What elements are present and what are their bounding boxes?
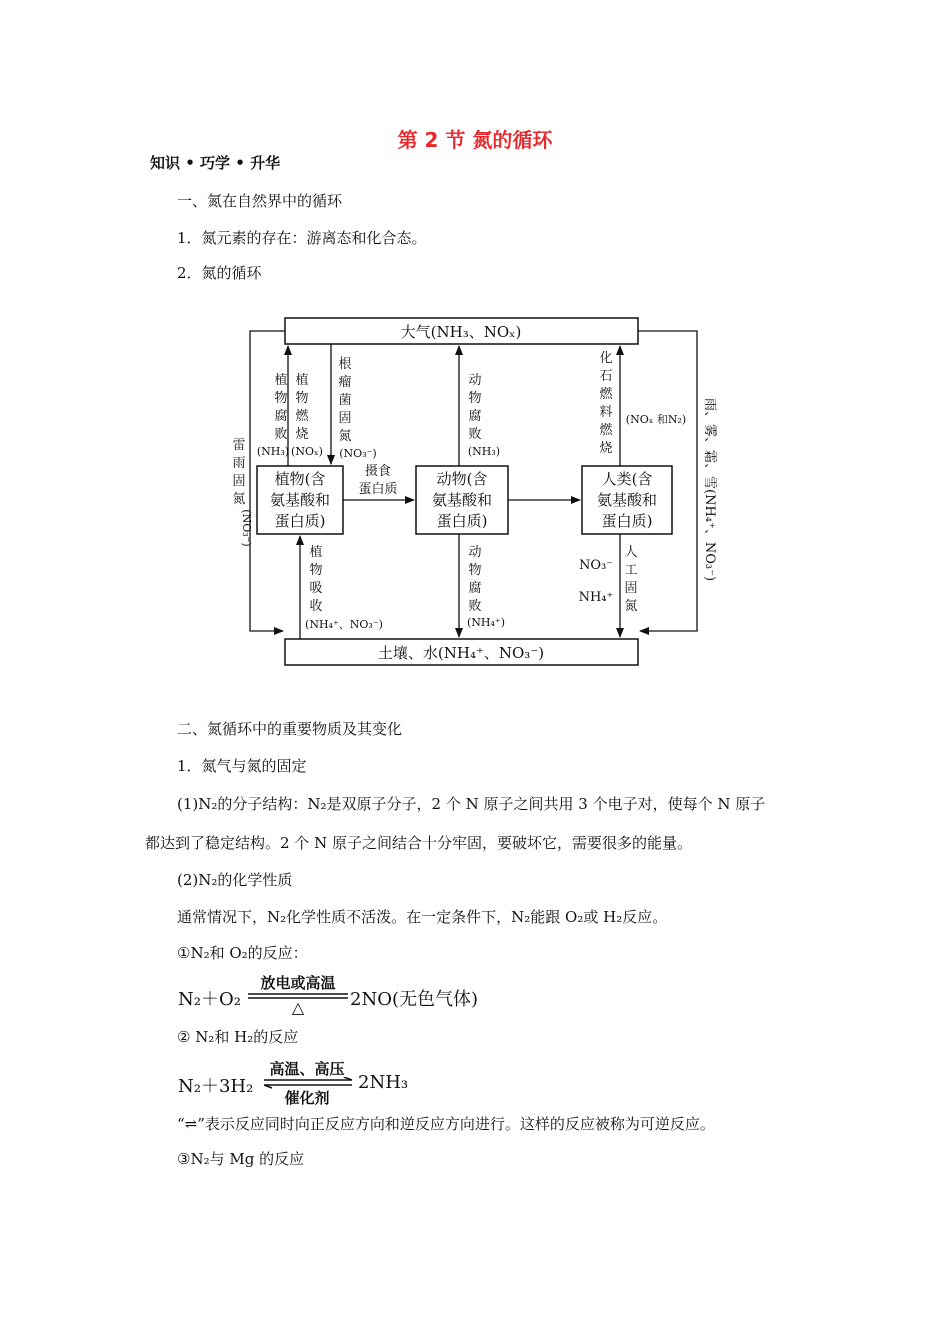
part2-p2: (2)N₂的化学性质 xyxy=(177,871,293,889)
animal-decay-down-4: 败 xyxy=(468,599,482,614)
eq1-cond-top: 放电或高温 xyxy=(260,974,336,992)
root-fixation-5: 氮 xyxy=(338,429,352,444)
animal-decay-down-1: 动 xyxy=(468,545,482,560)
root-fixation-3: 菌 xyxy=(338,393,352,408)
animals-label-1: 动物(含 xyxy=(436,470,488,488)
plants-label-1: 植物(含 xyxy=(274,470,326,488)
plant-absorb-3: 吸 xyxy=(309,581,323,596)
eq1-left: N₂＋O₂ xyxy=(178,989,241,1010)
humans-label-1: 人类(含 xyxy=(601,470,653,488)
plant-absorb-formula: (NH₄⁺、NO₃⁻) xyxy=(305,618,383,631)
root-fixation-1: 根 xyxy=(338,357,352,372)
plant-absorb-2: 物 xyxy=(309,563,323,578)
fossil-fuel-1: 化 xyxy=(599,351,613,366)
animal-decay-down-2: 物 xyxy=(468,563,482,578)
eq2-cond-bottom: 催化剂 xyxy=(284,1089,330,1107)
plants-label-2: 氨基酸和 xyxy=(269,491,331,509)
plant-decay-3: 腐 xyxy=(274,409,288,424)
plant-burn-1: 植 xyxy=(295,373,309,388)
part2-heading: 二、氮循环中的重要物质及其变化 xyxy=(177,720,403,738)
artificial-2: 工 xyxy=(624,563,638,578)
plant-decay-1: 植 xyxy=(274,373,288,388)
plant-decay-4: 败 xyxy=(274,427,288,442)
animal-decay-up-2: 物 xyxy=(468,391,482,406)
soil-label: 土壤、水(NH₄⁺、NO₃⁻) xyxy=(377,644,545,662)
artificial-1: 人 xyxy=(624,545,638,560)
root-fixation-2: 瘤 xyxy=(338,375,352,390)
fossil-fuel-formula: (NOₓ 和N₂) xyxy=(625,413,687,426)
rain-label: 雨、雾、霜、雪(NH₄⁺、NO₃⁻) xyxy=(702,398,717,582)
thunder-3: 固 xyxy=(232,474,246,489)
part2-p1-line2: 都达到了稳定结构。2 个 N 原子之间结合十分牢固，要破坏它，需要很多的能量。 xyxy=(145,834,692,852)
animal-decay-up-formula: (NH₃) xyxy=(467,445,501,458)
eq1-cond-bottom: △ xyxy=(291,998,305,1017)
artificial-3: 固 xyxy=(624,581,638,596)
page-title: 第 2 节 氮的循环 xyxy=(397,128,553,152)
animal-decay-down-formula: (NH₄⁺) xyxy=(466,616,506,629)
section-heading: 知识 • 巧学 • 升华 xyxy=(150,154,281,172)
artificial-4: 氮 xyxy=(624,599,638,614)
plant-decay-formula: (NH₃) xyxy=(256,445,290,458)
animal-decay-down-3: 腐 xyxy=(468,581,482,596)
part1-item1: 1．氮元素的存在：游离态和化合态。 xyxy=(177,229,427,247)
plants-label-3: 蛋白质) xyxy=(274,512,326,530)
eq2-left: N₂＋3H₂ xyxy=(178,1076,254,1097)
reversible-note: “⇌”表示反应同时向正反应方向和逆反应方向进行。这样的反应被称为可逆反应。 xyxy=(177,1115,715,1133)
ingest-2: 蛋白质 xyxy=(358,482,398,497)
plant-burn-formula: (NOₓ) xyxy=(291,445,323,458)
plant-absorb-1: 植 xyxy=(309,545,323,560)
plant-burn-3: 燃 xyxy=(295,409,309,424)
animals-label-2: 氨基酸和 xyxy=(431,491,493,509)
fossil-fuel-3: 燃 xyxy=(599,387,613,402)
part1-item2: 2．氮的循环 xyxy=(177,264,262,282)
part2-item1: 1．氮气与氮的固定 xyxy=(177,757,307,775)
nitrate-label: NO₃⁻ xyxy=(578,558,614,573)
atmosphere-label: 大气(NH₃、NOₓ) xyxy=(400,323,522,341)
part1-heading: 一、氮在自然界中的循环 xyxy=(177,192,343,210)
reaction3-label: ③N₂与 Mg 的反应 xyxy=(177,1150,305,1168)
part2-p3: 通常情况下，N₂化学性质不活泼。在一定条件下，N₂能跟 O₂或 H₂反应。 xyxy=(177,908,668,926)
root-fixation-formula: (NO₃⁻) xyxy=(339,447,377,460)
thunder-1: 雷 xyxy=(232,438,246,453)
humans-label-2: 氨基酸和 xyxy=(596,491,658,509)
animal-decay-up-4: 败 xyxy=(468,427,482,442)
reaction2-label: ② N₂和 H₂的反应 xyxy=(177,1028,299,1046)
thunder-formula: (NO₃⁻) xyxy=(240,509,253,547)
eq2-right: 2NH₃ xyxy=(358,1072,409,1093)
fossil-fuel-5: 燃 xyxy=(599,423,613,438)
root-fixation-4: 固 xyxy=(338,411,352,426)
ammonium-label: NH₄⁺ xyxy=(578,590,614,605)
animal-decay-up-3: 腐 xyxy=(468,409,482,424)
ingest-1: 摄食 xyxy=(364,464,392,479)
thunder-4: 氮 xyxy=(232,492,246,507)
fossil-fuel-4: 料 xyxy=(599,405,613,420)
plant-decay-2: 物 xyxy=(274,391,288,406)
humans-label-3: 蛋白质) xyxy=(601,512,653,530)
animals-label-3: 蛋白质) xyxy=(436,512,488,530)
plant-absorb-4: 收 xyxy=(309,599,323,614)
animal-decay-up-1: 动 xyxy=(468,373,482,388)
fossil-fuel-6: 烧 xyxy=(599,441,613,456)
plant-burn-4: 烧 xyxy=(295,427,309,442)
part2-p1-line1: (1)N₂的分子结构：N₂是双原子分子，2 个 N 原子之间共用 3 个电子对，使每个 N 原子 xyxy=(177,795,766,813)
eq1-right: 2NO(无色气体) xyxy=(350,989,479,1010)
thunder-2: 雨 xyxy=(232,456,246,471)
reaction1-label: ①N₂和 O₂的反应： xyxy=(177,944,308,962)
plant-burn-2: 物 xyxy=(295,391,309,406)
eq2-cond-top: 高温、高压 xyxy=(269,1060,345,1078)
fossil-fuel-2: 石 xyxy=(599,369,613,384)
